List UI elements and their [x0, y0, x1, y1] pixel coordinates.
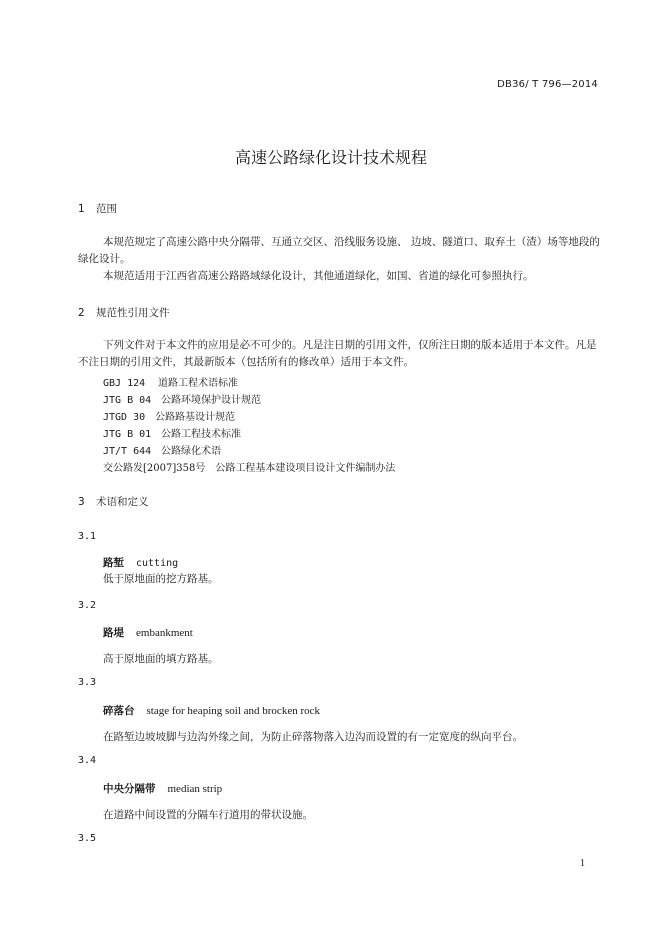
reference-code: 交公路发[2007]358号 [103, 463, 206, 474]
reference-item [103, 391, 261, 406]
term-number: 3.2 [78, 600, 97, 611]
reference-code: JTG B 01 [103, 429, 152, 440]
reference-code: JTG B 04 [103, 395, 152, 406]
section-1-paragraph-2: 本规范适用于江西省高速公路路域绿化设计，其他通道绿化，如国、省道的绿化可参照执行。 [103, 270, 534, 282]
reference-code: JTGD 30 [103, 412, 146, 423]
term-heading [103, 703, 320, 718]
page-number: 1 [580, 858, 585, 869]
term-en: stage for heaping soil and brocken rock [146, 705, 320, 717]
term-zh: 中央分隔带 [103, 783, 156, 795]
section-number: 2 [78, 307, 85, 319]
reference-item [103, 408, 235, 423]
section-title: 术语和定义 [96, 496, 149, 508]
reference-name: 公路环境保护设计规范 [161, 395, 261, 406]
term-number: 3.4 [78, 755, 97, 766]
reference-name: 公路工程技术标准 [161, 429, 241, 440]
reference-code: GBJ 124 [103, 378, 146, 389]
section-number: 1 [78, 203, 85, 215]
standard-code: DB36/ T 796—2014 [497, 79, 598, 90]
section-1-heading [78, 201, 117, 216]
term-definition: 低于原地面的挖方路基。 [103, 573, 219, 585]
term-en: cutting [136, 558, 179, 569]
reference-item [103, 459, 395, 474]
term-en: median strip [167, 783, 223, 795]
reference-name: 公路绿化术语 [161, 446, 221, 457]
reference-name: 道路工程术语标准 [158, 378, 238, 389]
term-heading [103, 625, 193, 640]
reference-name: 公路路基设计规范 [155, 412, 235, 423]
term-zh: 碎落台 [103, 705, 135, 717]
term-definition: 在路堑边坡坡脚与边沟外缘之间，为防止碎落物落入边沟而设置的有一定宽度的纵向平台。 [103, 731, 523, 743]
term-en: embankment [136, 627, 193, 639]
reference-item [103, 425, 241, 440]
term-number: 3.3 [78, 677, 97, 688]
section-title: 范围 [96, 203, 117, 215]
term-zh: 路堤 [103, 627, 124, 639]
reference-code: JT/T 644 [103, 446, 152, 457]
section-number: 3 [78, 496, 85, 508]
term-zh: 路堑 [103, 557, 124, 569]
section-2-heading [78, 305, 170, 320]
section-title: 规范性引用文件 [96, 307, 170, 319]
reference-item [103, 442, 221, 457]
term-number: 3.5 [78, 833, 97, 844]
section-3-heading [78, 494, 149, 509]
section-1-paragraph-1: 本规范规定了高速公路中央分隔带、互通立交区、沿线服务设施、 边坡、隧道口、取弃土（渣）场等地段的绿化设计。 [78, 236, 600, 265]
term-heading [103, 555, 178, 570]
term-number: 3.1 [78, 531, 97, 542]
term-definition: 高于原地面的填方路基。 [103, 653, 219, 665]
reference-name: 公路工程基本建设项目设计文件编制办法 [215, 463, 396, 474]
reference-item [103, 374, 238, 389]
section-2-paragraph-1: 下列文件对于本文件的应用是必不可少的。凡是注日期的引用文件，仅所注日期的版本适用于本文件。凡是不注日期的引用文件，其最新版本（包括所有的修改单）适用于本文件。 [78, 339, 597, 368]
term-definition: 在道路中间设置的分隔车行道用的带状设施。 [103, 809, 313, 821]
term-heading [103, 781, 222, 796]
document-title: 高速公路绿化设计技术规程 [234, 148, 427, 167]
